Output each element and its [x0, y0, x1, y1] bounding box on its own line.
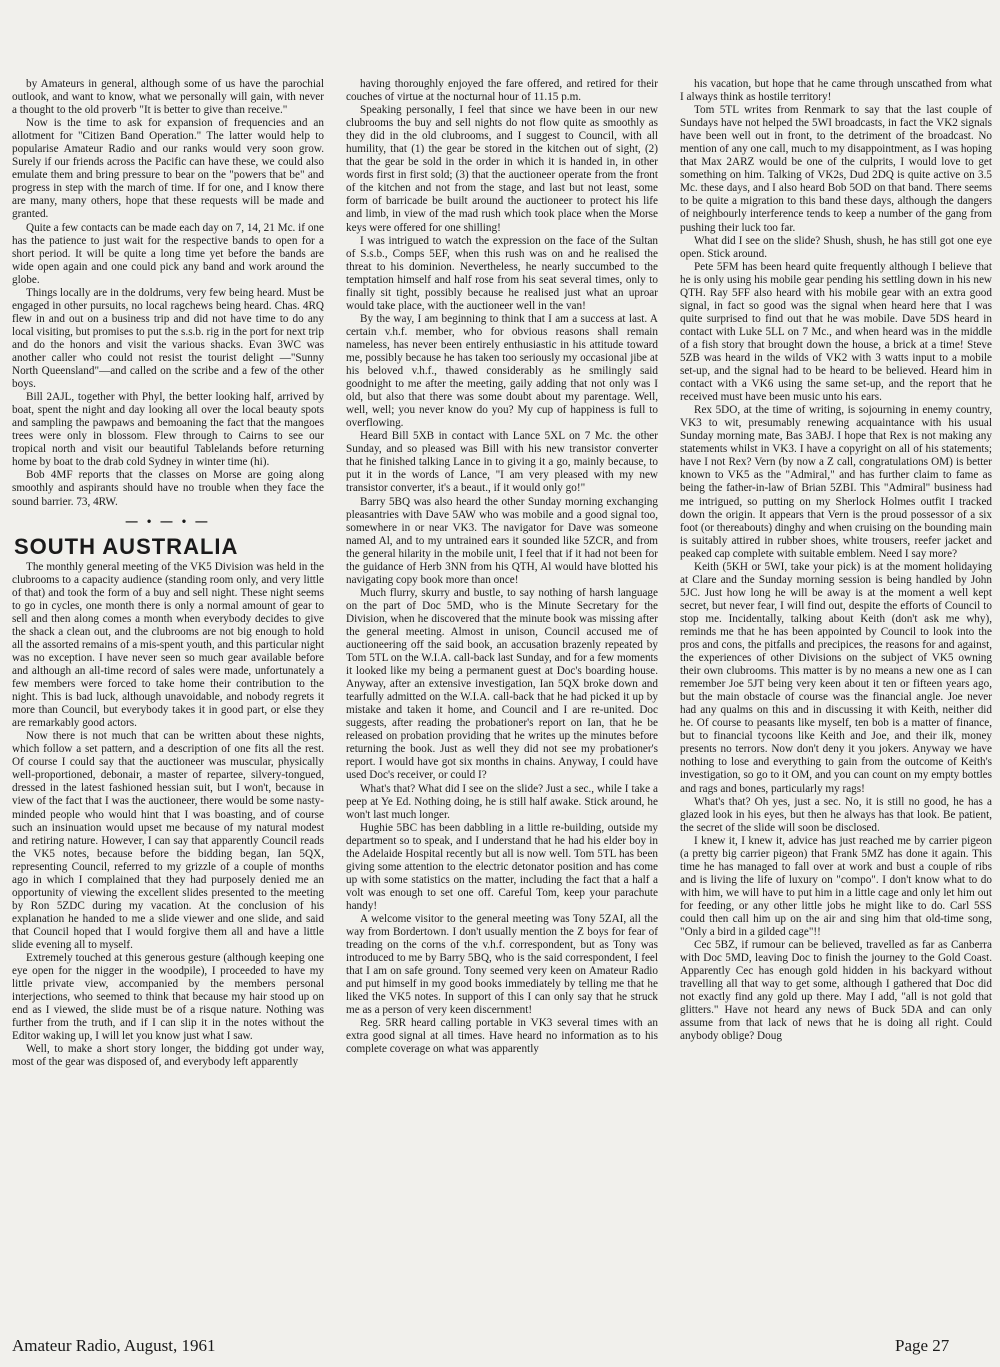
paragraph: I knew it, I knew it, advice has just reached me by carrier pigeon (a pretty big carrier pigeon) that Frank 5MZ has done it again. This time he has managed to fall over at work and bust a couple of ribs and is living the life of luxury on "compo". I don't know what to do with him, we will have to put him in a little cage and only let him out for feeding, or any other little jobs he might like to do. Carl 5SS could then call him up on the air and sing him that old-time song, "Only a bird in a gilded cage"!!	[680, 834, 992, 939]
paragraph: Extremely touched at this generous gesture (although keeping one eye open for the nigger in the woodpile), I proceeded to have my little private view, accompanied by the members personal interjections, who seemed to think that because my hair stood up on end as I viewed, the slide must be of a risque nature. Nothing was further from the truth, and if I can slip it in the notes without the Editor waking up, I will let you know just what I saw.	[12, 952, 324, 1043]
paragraph: I was intrigued to watch the expression on the face of the Sultan of S.s.b., Comps 5EF, when this rush was on and he realised the threat to his dominion. Nevertheless, he nearly succumbed to the temptation himself and half rose from his seat several times, only to finally sit tight, possibly because he realised just what an uproar would take place, with the auctioneer well in the van!	[346, 234, 658, 312]
column-1	[12, 78, 324, 1069]
paragraph: What did I see on the slide? Shush, shush, he has still got one eye open. Stick around.	[680, 234, 992, 260]
column-3	[680, 78, 992, 1043]
paragraph: Bob 4MF reports that the classes on Morse are going along smoothly and aspirants should have no trouble when they face the sound barrier. 73, 4RW.	[12, 469, 324, 508]
paragraph: Rex 5DO, at the time of writing, is sojourning in enemy country, VK3 to wit, presumably renewing acquaintance with his usual Sunday morning mate, Bas 3ABJ. I hope that Rex is not making any statements whilst in VK3. I have a copyright on all of his statements; have I not Rex? Vern (by now a Z call, congratulations OM) is better known to VK5 as the "Admiral," and has further claim to fame as being the father-in-law of Brian 5ZBI. This "Admiral" business had me intrigued, so putting on my Sherlock Holmes outfit I tracked down the origin. It appears that Vern is the proud possessor of a six foot (or thereabouts) dinghy and when cruising on the bounding main is suitably attired in rubber shoes, white trousers, reefer jacket and peaked cap complete with suitable emblem. Need I say more?	[680, 404, 992, 560]
section-heading: SOUTH AUSTRALIA	[14, 533, 239, 559]
footer-page-number: Page 27	[895, 1336, 950, 1355]
paragraph: Things locally are in the doldrums, very few being heard. Must be engaged in other pursuits, no local ragchews being heard. Chas. 4RQ flew in and out on a business trip and did not have time to do any local visiting, but promises to put the s.s.b. rig in the port for next trip and do the honors and visit the various shacks. Evan 3WC was another caller who could not resist the tourist delight —"Sunny North Queensland"—and called on the scribe and a few of the other boys.	[12, 286, 324, 391]
paragraph: By the way, I am beginning to think that I am a success at last. A certain v.h.f. member, who for obvious reasons shall remain nameless, has never been entirely enthusiastic in his attitude toward me, possibly because he has taken too seriously my occasional jibe at his beloved v.h.f., thawed considerably as he smilingly said goodnight to me after the meeting, gaily adding that not only was I old, but also that there was some doubt about my parentage. Well, well, well; you never know do you? My cup of happiness is full to overflowing.	[346, 312, 658, 430]
paragraph: Speaking personally, I feel that since we have been in our new clubrooms the buy and sell nights do not flow quite as smoothly as they did in the old clubrooms, and I suggest to Council, with all humility, that (1) the gear be stored in the kitchen out of sight, (2) that the gear be sold in the order in which it is handed in, in other words first in first sold; (3) that the auctioneer operate from the front of the kitchen and not from the stage, and last but not least, some form of barricade be built around the auctioneer to protect his life and limb, in view of the mad rush which took place when the Morse keys were offered for one shilling!	[346, 104, 658, 234]
paragraph: Quite a few contacts can be made each day on 7, 14, 21 Mc. if one has the patience to just wait for the respective bands to open for a short period. It will be quite a long time yet before the bands are wide open again and one could pick any band and work around the globe.	[12, 221, 324, 286]
column-2	[346, 78, 658, 1057]
paragraph: Hughie 5BC has been dabbling in a little re-building, outside my department so to speak, and I understand that he had his elder boy in the Adelaide Hospital recently but all is now well. Tom 5TL has been giving some attention to the electric detonator position and has come up with some statistics on the matter, including the fact that a half a volt was enough to set one off. Careful Tom, keep your parachute handy!	[346, 821, 658, 912]
paragraph: Reg. 5RR heard calling portable in VK3 several times with an extra good signal at all times. Have heard no information as to his complete coverage on what was apparently	[346, 1017, 658, 1056]
paragraph: Much flurry, skurry and bustle, to say nothing of harsh language on the part of Doc 5MD, who is the Minute Secretary for the Division, when he discovered that the minute book was missing after the general meeting. Almost in unison, Council accused me of auctioneering off the said book, an accusation brazenly repeated by Tom 5TL on the W.I.A. call-back last Sunday, and for a few moments it looked like my being a permanent guest at Doc's boarding house. Anyway, after an extensive investigation, Ian 5QX broke down and tearfully admitted on the W.I.A. call-back that he had picked it up by mistake and taken it home, and Council and I are re-united. Doc suggests, after reading the probationer's report on Ian, that he be released on probation providing that he writes up the minutes before returning the book. Just as well they did not see my probationer's report. I would have got six months in chains. Anyway, I could have used Doc's receiver, or could I?	[346, 586, 658, 782]
paragraph: having thoroughly enjoyed the fare offered, and retired for their couches of virtue at the nocturnal hour of 11.15 p.m.	[346, 78, 658, 104]
paragraph: Now is the time to ask for expansion of frequencies and an allotment for "Citizen Band Operation." The latter would help to popularise Amateur Radio and our ranks would very soon grow. Surely if our friends across the Pacific can have these, we could also emulate them and bring pressure to bear on the "powers that be" and progress in step with the march of time. If for one, and I know there are many, many others, hope that these requests will be made and granted.	[12, 117, 324, 221]
paragraph: What's that? Oh yes, just a sec. No, it is still no good, he has a glazed look in his eyes, but then he always has that look. Be patient, the secret of the slide will soon be disclosed.	[680, 795, 992, 834]
paragraph: Cec 5BZ, if rumour can be believed, travelled as far as Canberra with Doc 5MD, leaving Doc to finish the journey to the Gold Coast. Apparently Cec has enough gold hidden in his backyard without travelling all that way to get some, although I gathered that Doc did not exactly find any gold up there. May I add, "all is not gold that glitters." Have not heard any news of Buck 5DA and can only assume from that lack of news that he is doing all right. Could anybody oblige? Doug	[680, 939, 992, 1043]
paragraph: Heard Bill 5XB in contact with Lance 5XL on 7 Mc. the other Sunday, and so pleased was Bill with his new transistor converter that he finished talking Lance in to giving it a go, mainly because, to put it in the words of Lance, "I am very pleased with my new transistor converter, it's a beaut., if it would only go!"	[346, 430, 658, 495]
paragraph: Barry 5BQ was also heard the other Sunday morning exchanging pleasantries with Dave 5AW who was mobile and a good signal too, somewhere in or near VK3. The navigator for Dave was someone named Al, and to my untrained ears it sounded like 5ZCR, and from the general hilarity in the mobile unit, I feel that if it had not been for the guidance of Herb 3NN from his QTH, Al would have blotted his navigating copy book more than once!	[346, 495, 658, 586]
paragraph: Now there is not much that can be written about these nights, which follow a set pattern, and a description of one fits all the rest. Of course I could say that the auctioneer was muscular, physically well-proportioned, debonair, a master of repartee, silvery-tongued, dressed in the latest fashioned hessian suit, but I won't, because in view of the fact that I was the auctioneer, there would be some nasty-minded people who would hint that I was boasting, and of course such an insinuation would upset me because of my natural modest and retiring nature. However, I can say that apparently Council reads the VK5 notes, because before the bidding began, Ian 5QX, representing Council, referred to my grizzle of a couple of months ago in which I complained that they had purposely denied me an opportunity of viewing the excellent slides presented to the meeting by Ron 5ZDC during my vacation. At the conclusion of his explanation he handed to me a slide viewer and one slide, and said that Council hoped that I would forgive them all and have a little slide evening all to myself.	[12, 730, 324, 951]
paragraph: The monthly general meeting of the VK5 Division was held in the clubrooms to a capacity audience (standing room only, and very little of that) and took the form of a buy and sell night. These night seems to go in cycles, one month there is only a normal amount of gear to sell and then along comes a month when everybody decides to give the shack a clean out, and the clubrooms are not big enough to hold all the assorted remains of a mis-spent youth, and this particular night was no exception. I have never seen so much gear available before and although an all-time record of sales were made, unfortunately a few members were forced to take home their contribution to the night. This is bad luck, although unavoidable, and nobody regrets it more than Council, but everybody takes it in good part, or else they are remarkably good actors.	[12, 560, 324, 730]
paragraph: his vacation, but hope that he came through unscathed from what I always think as hostile territory!	[680, 78, 992, 104]
paragraph: Tom 5TL writes from Renmark to say that the last couple of Sundays have not helped the 5WI broadcasts, in fact the VK2 signals have been well out in front, to the detriment of the broadcast. No mention of any one call, much to my disappointment, as I was hoping that Max 2ARZ would be one of the culprits, I would love to get something on him. Talking of VK2s, Dud 2DQ is quite active on 3.5 Mc. these days, and I also heard Bob 5OD on that band. There seems to be quite a migration to this band these days, although the dangers of neighbourly interference tends to keep a number of the gang from pushing their luck too far.	[680, 104, 992, 234]
paragraph: Pete 5FM has been heard quite frequently although I believe that he is only using his mobile gear pending his settling down in his new QTH. Ray 5FF also heard with his mobile gear with an extra good signal, in fact so good was the signal when heard here that I was quite surprised to find out that he was mobile. Dave 5DS heard in contact with Luke 5LL on 7 Mc., and when heard was in the middle of a fish story that brought down the house, a brick at a time! Steve 5ZB was heard in the wilds of VK2 with 3 watts input to a mobile set-up, and the signal had to be heard to be believed. Heard him in contact with a VK6 using the same set-up, and the report that he received must have been music unto his ears.	[680, 260, 992, 404]
section-separator: — • — • —	[125, 513, 211, 528]
paragraph: by Amateurs in general, although some of us have the parochial outlook, and want to know, what we personally will gain, with never a thought to the old proverb "It is better to give than receive."	[12, 78, 324, 117]
paragraph: Keith (5KH or 5WI, take your pick) is at the moment holidaying at Clare and the Sunday morning session is being handled by John 5JC. Just how long he will be away is at the moment a well kept secret, but never fear, I will find out, despite the efforts of Council to stop me. Incidentally, talking about Keith (don't ask me why), reminds me that he has been appointed by Council to look into the pros and cons, the pitfalls and precipices, the reasons for and against, the experiences of other Divisions on the subject of VK5 owning their own clubrooms. This matter is by no means a new one as I can remember Joe 5JT being very keen about it ten or fifteen years ago, but the main obstacle of course was the financial angle. Joe never had any qualms on this and in discussing it with Keith, neither did he. Of course to peasants like myself, ten bob is a matter of finance, but to financial tycoons like Keith and Joe, and their ilk, money presents no terrors. Now don't deny it you jokers. Anyway we have nothing to lose and everything to gain from the outcome of Keith's investigation, so go to it OM, and you can count on my empty bottles and rags and bones, particularly my rags!	[680, 560, 992, 795]
paragraph: Bill 2AJL, together with Phyl, the better looking half, arrived by boat, spent the night and day looking all over the local beauty spots and sampling the pawpaws and bemoaning the fact that the mangoes trees were only in blossom. Flew through to Cairns to see our tropical north and visit our beautiful Tablelands before returning home by boat to the drab cold Sydney in winter time (hi).	[12, 391, 324, 469]
footer-publication: Amateur Radio, August, 1961	[12, 1336, 216, 1355]
paragraph: What's that? What did I see on the slide? Just a sec., while I take a peep at Ye Ed. Nothing doing, he is still half awake. Stick around, he won't last much longer.	[346, 782, 658, 821]
paragraph: A welcome visitor to the general meeting was Tony 5ZAI, all the way from Bordertown. I don't usually mention the Z boys for fear of treading on the corns of the v.h.f. correspondent, but as Tony was introduced to me by Barry 5BQ, who is the said correspondent, I feel that I am on safe ground. Tony seemed very keen on Amateur Radio and put himself in my good books immediately by telling me that he liked the VK5 notes. In support of this I can only say that he struck me as a person of very keen discernment!	[346, 913, 658, 1017]
paragraph: Well, to make a short story longer, the bidding got under way, most of the gear was disposed of, and everybody left apparently	[12, 1043, 324, 1069]
